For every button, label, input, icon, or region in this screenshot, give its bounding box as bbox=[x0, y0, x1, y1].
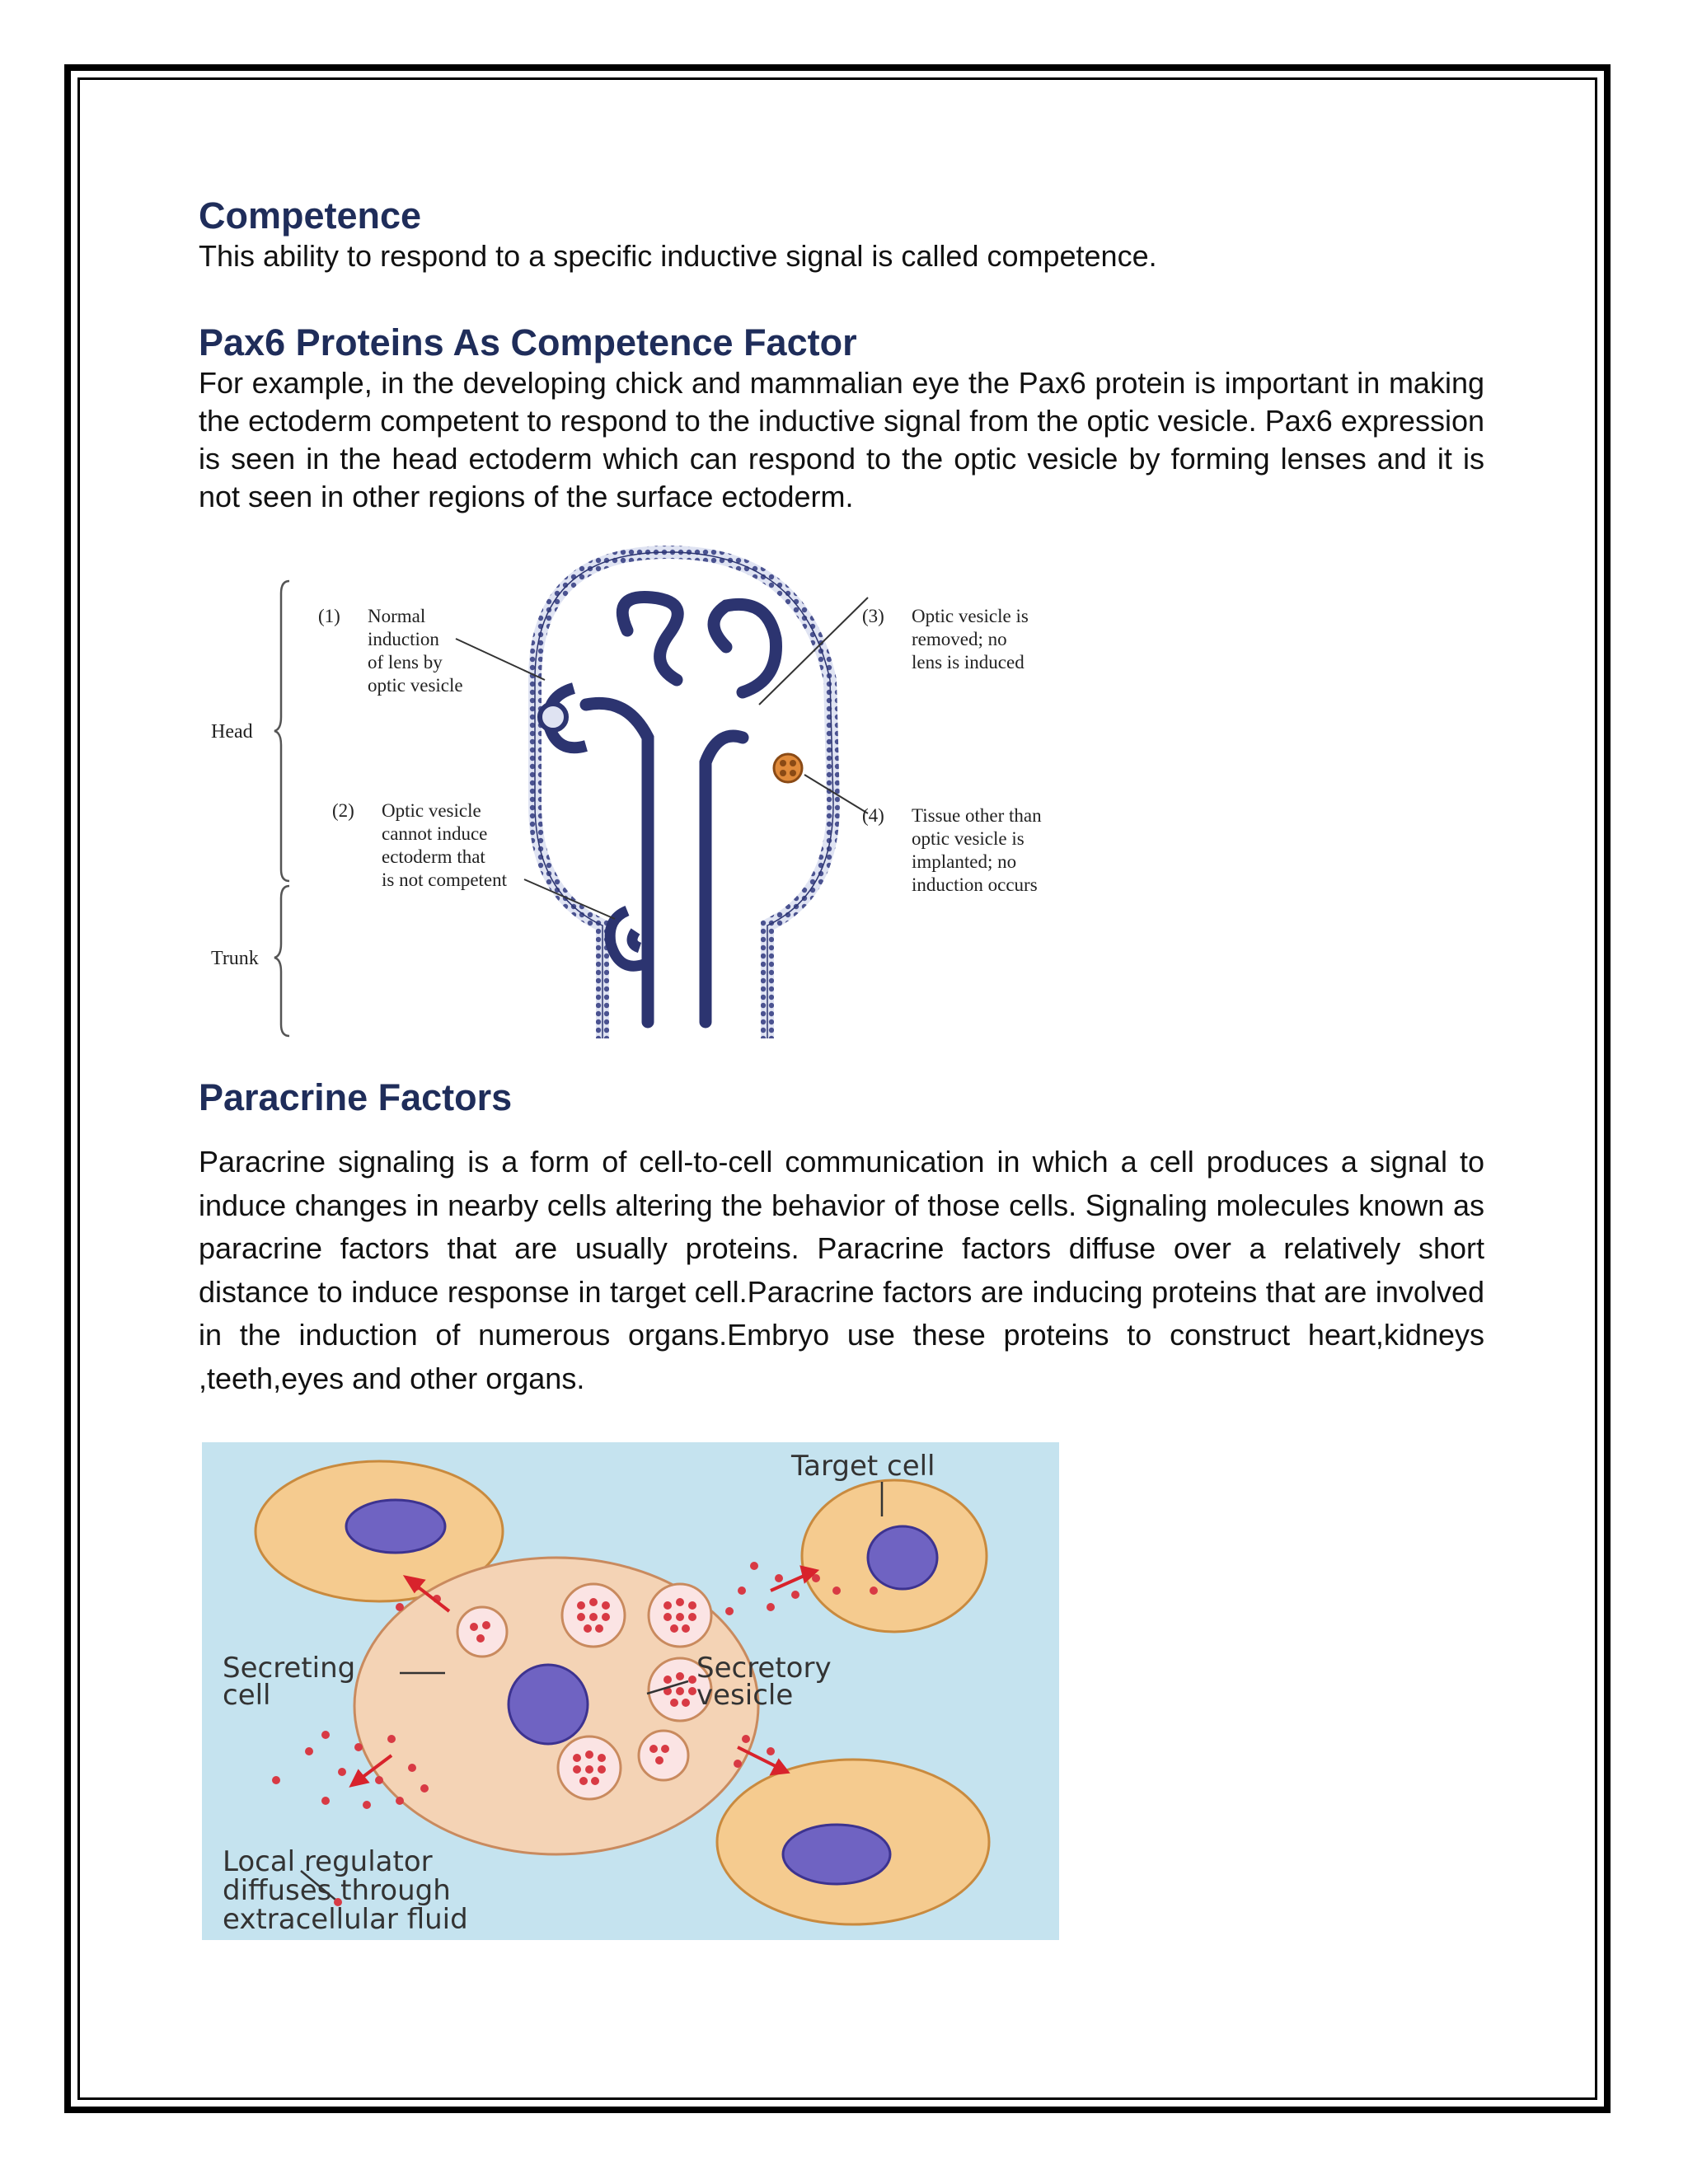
svg-text:Optic vesicle is: Optic vesicle is bbox=[912, 606, 1029, 626]
svg-text:(4): (4) bbox=[862, 805, 884, 826]
target-cell-label: Target cell bbox=[791, 1450, 935, 1483]
head-label: Head bbox=[211, 721, 253, 743]
target-cell-top-right bbox=[802, 1480, 987, 1632]
target-cell-bottom-right bbox=[717, 1760, 989, 1924]
label-normal-induction bbox=[318, 606, 463, 696]
heading-pax6: Pax6 Proteins As Competence Factor bbox=[199, 321, 857, 363]
svg-text:(2): (2) bbox=[332, 800, 354, 821]
heading-competence: Competence bbox=[199, 194, 422, 237]
svg-text:cannot induce: cannot induce bbox=[382, 823, 488, 844]
svg-text:ectoderm that: ectoderm that bbox=[382, 846, 485, 867]
svg-text:induction: induction bbox=[368, 629, 439, 649]
svg-text:optic vesicle is: optic vesicle is bbox=[912, 828, 1025, 849]
label-vesicle-removed bbox=[862, 606, 1029, 673]
surface-ectoderm bbox=[535, 552, 833, 1038]
paracrine-signaling-figure bbox=[202, 1442, 1059, 1940]
svg-text:extracellular fluid: extracellular fluid bbox=[223, 1903, 468, 1936]
svg-text:induction occurs: induction occurs bbox=[912, 874, 1038, 895]
svg-text:Normal: Normal bbox=[368, 606, 426, 626]
head-brace bbox=[274, 581, 289, 881]
svg-text:lens is induced: lens is induced bbox=[912, 652, 1025, 673]
svg-text:Tissue other than: Tissue other than bbox=[912, 805, 1042, 826]
pax6-paragraph: For example, in the developing chick and mammalian eye the Pax6 protein is important in making the ectoderm competent to respond to the inductive signal from the optic vesicle. Pax6 expression is seen in the head ectoderm which can respond to the optic vesicle by forming lenses and it is not seen in other regions of the surface ectoderm. bbox=[199, 366, 1484, 513]
svg-text:vesicle: vesicle bbox=[696, 1679, 794, 1712]
trunk-brace bbox=[274, 886, 289, 1036]
implanted-tissue bbox=[774, 754, 802, 782]
svg-text:(1): (1) bbox=[318, 606, 340, 626]
section-pax6 bbox=[199, 321, 1484, 516]
section-paracrine bbox=[199, 1076, 1484, 1400]
svg-text:(3): (3) bbox=[862, 606, 884, 626]
svg-text:is not competent: is not competent bbox=[382, 869, 508, 890]
svg-text:Secreting: Secreting bbox=[223, 1652, 356, 1685]
optic-vesicle-2 bbox=[610, 911, 644, 966]
trunk-label: Trunk bbox=[211, 948, 259, 969]
svg-text:cell: cell bbox=[223, 1679, 271, 1712]
svg-text:removed; no: removed; no bbox=[912, 629, 1007, 649]
paracrine-paragraph: Paracrine signaling is a form of cell-to-cell communication in which a cell produces a signal to induce changes in nearby cells altering the behavior of those cells. Signaling molecules known as paracrine factors that are usually proteins. Paracrine factors diffuse over a relatively short distance to induce response in target cell.Paracrine factors are inducing proteins that are involved in the induction of numerous organs.Embryo use these proteins to construct heart,kidneys ,teeth,eyes and other organs. bbox=[199, 1145, 1484, 1395]
lens-induction-figure bbox=[199, 532, 1089, 1038]
section-competence bbox=[199, 194, 1484, 275]
heading-paracrine: Paracrine Factors bbox=[199, 1076, 513, 1118]
svg-text:Secretory: Secretory bbox=[696, 1652, 832, 1685]
svg-text:Optic vesicle: Optic vesicle bbox=[382, 800, 481, 821]
optic-vesicle-1 bbox=[540, 688, 586, 748]
svg-text:implanted; no: implanted; no bbox=[912, 851, 1017, 872]
svg-text:optic vesicle: optic vesicle bbox=[368, 675, 463, 696]
label-tissue-implanted bbox=[862, 805, 1042, 895]
svg-text:diffuses through: diffuses through bbox=[223, 1874, 451, 1907]
local-regulator-label bbox=[223, 1845, 468, 1936]
label-not-competent bbox=[332, 800, 508, 890]
svg-text:of lens by: of lens by bbox=[368, 652, 443, 673]
svg-text:Local regulator: Local regulator bbox=[223, 1845, 433, 1878]
competence-definition: This ability to respond to a specific inductive signal is called competence. bbox=[199, 239, 1157, 273]
